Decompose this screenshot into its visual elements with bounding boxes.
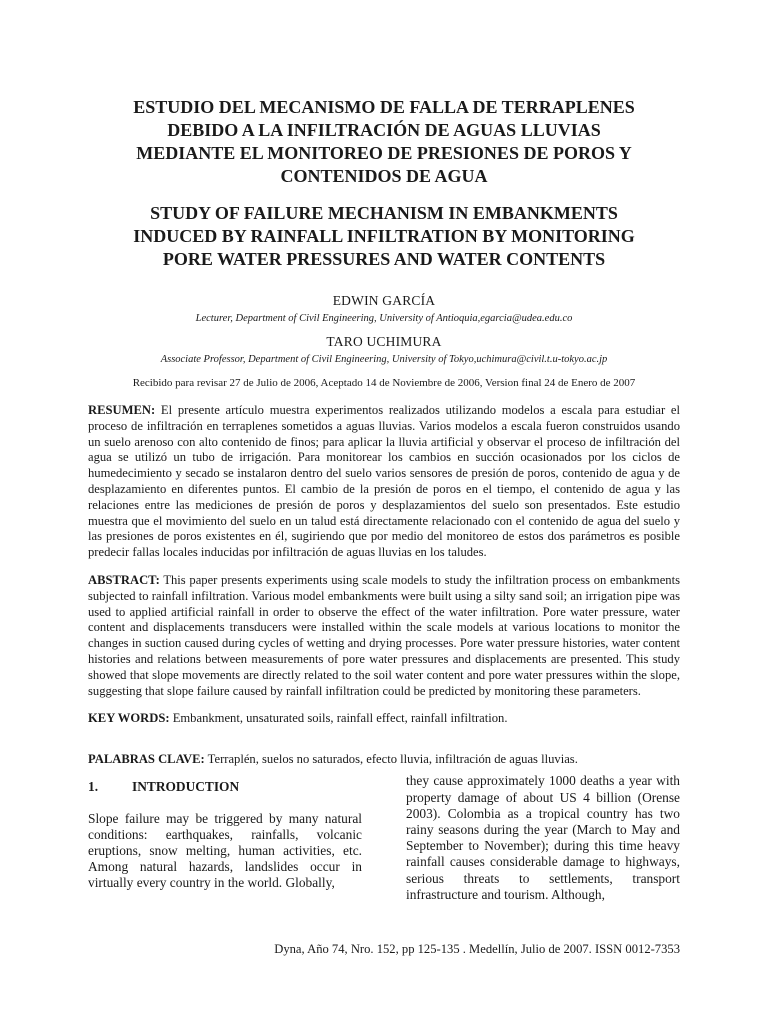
journal-footer: Dyna, Año 74, Nro. 152, pp 125-135 . Medellín, Julio de 2007. ISSN 0012-7353 (274, 942, 680, 956)
spanish-title (88, 96, 680, 188)
english-title (88, 202, 680, 271)
palabras-clave-line (88, 752, 680, 767)
abstract-label: ABSTRACT: (88, 572, 160, 587)
author-affiliation-2: Associate Professor, Department of Civil Engineering, University of Tokyo,uchimura@civil.t.u-tokyo.ac.jp (160, 354, 608, 365)
left-column (88, 779, 362, 905)
keywords-label: KEY WORDS: (88, 711, 170, 726)
keywords-line (88, 711, 680, 726)
english-title-line: INDUCED BY RAINFALL INFILTRATION BY MONITORING (133, 226, 635, 246)
section-number: 1. (88, 779, 99, 795)
english-title-line: PORE WATER PRESSURES AND WATER CONTENTS (162, 249, 606, 269)
keywords-text: Embankment, unsaturated soils, rainfall effect, rainfall infiltration. (172, 711, 508, 726)
abstract-text: This paper presents experiments using scale models to study the infiltration process on embankments subjected to rainfall infiltration. Various model embankments were built using a silty sand soil; an irrigation pipe was used to applied artificial rainfall in order to observe the effect of the water infiltration. Pore water pressure, water content and displacements transducers were installed within the scale models at various locations to monitor the changes in suction caused during cycles of wetting and drying processes. Pore water pressure histories, water content histories and relations between measurements of pore water pressures and displacements are presented. This study showed that slope movements are directly related to the soil water content and pore water pressures within the slope, suggesting that slope failure caused by rainfall infiltration could be predicted by monitoring these parameters. (88, 572, 680, 698)
spanish-title-line: DEBIDO A LA INFILTRACIÓN DE AGUAS LLUVIAS (167, 120, 601, 140)
spanish-title-line: CONTENIDOS DE AGUA (280, 166, 488, 186)
right-column (406, 773, 680, 905)
english-title-line: STUDY OF FAILURE MECHANISM IN EMBANKMENTS (150, 203, 618, 223)
author-name-1: EDWIN GARCÍA (332, 293, 436, 308)
author-affiliation-1: Lecturer, Department of Civil Engineering, University of Antioquia,egarcia@udea.edu.co (195, 313, 573, 324)
paper-page (88, 96, 680, 905)
received-dates: Recibido para revisar 27 de Julio de 2006, Aceptado 14 de Noviembre de 2006, Version final 24 de Enero de 2007 (132, 377, 636, 389)
section-heading (88, 779, 362, 795)
author-name-2: TARO UCHIMURA (326, 334, 442, 349)
intro-paragraph-left: Slope failure may be triggered by many natural conditions: earthquakes, rainfalls, volcanic eruptions, snow melting, human activities, etc. Among natural hazards, landslides occur in virtually every country in the world. Globally, (88, 810, 362, 891)
palabras-clave-label: PALABRAS CLAVE: (88, 752, 205, 767)
intro-paragraph-right: they cause approximately 1000 deaths a year with property damage of about US 4 billion (Orense 2003). Colombia as a tropical country has two rainy seasons during the year (March to May and September to November); during this time heavy rainfall causes considerable damage to highways, serious threats to settlements, transport infrastructure and tourism. Although, (406, 773, 680, 902)
palabras-clave-text: Terraplén, suelos no saturados, efecto lluvia, infiltración de aguas lluvias. (207, 752, 578, 767)
spanish-title-line: MEDIANTE EL MONITOREO DE PRESIONES DE POROS Y (136, 143, 632, 163)
resumen-label: RESUMEN: (88, 403, 156, 417)
spanish-title-line: ESTUDIO DEL MECANISMO DE FALLA DE TERRAPLENES (133, 97, 635, 117)
resumen-paragraph (88, 403, 680, 561)
section-title: INTRODUCTION (132, 779, 240, 795)
resumen-text: El presente artículo muestra experimentos realizados utilizando modelos a escala para estudiar el proceso de infiltración en terraplenes sometidos a aguas lluvias. Varios modelos a escala fueron construidos usando un suelo arenoso con alto contenido de finos; para aplicar la lluvia artificial y observar el proceso de infiltración del agua se utilizó un tubo de irrigación. Para monitorear los cambios en succión ocasionados por los ciclos de humedecimiento y secado se instalaron dentro del suelo varios sensores de presión de poros, contenido de agua y de desplazamiento en diferentes puntos. El cambio de la presión de poros en el tiempo, el contenido de agua y las relaciones entre las mediciones de presión de poros y desplazamientos del suelo son presentados. Este estudio muestra que el movimiento del suelo en un talud está directamente relacionado con el contenido de agua del suelo y las presiones de poros existentes en él, sugiriendo que por medio del monitoreo de estos dos parámetros es posible predecir fallas locales inducidas por infiltración de aguas lluvias en los taludes. (88, 403, 680, 560)
abstract-paragraph (88, 573, 680, 699)
body-columns (88, 773, 680, 905)
